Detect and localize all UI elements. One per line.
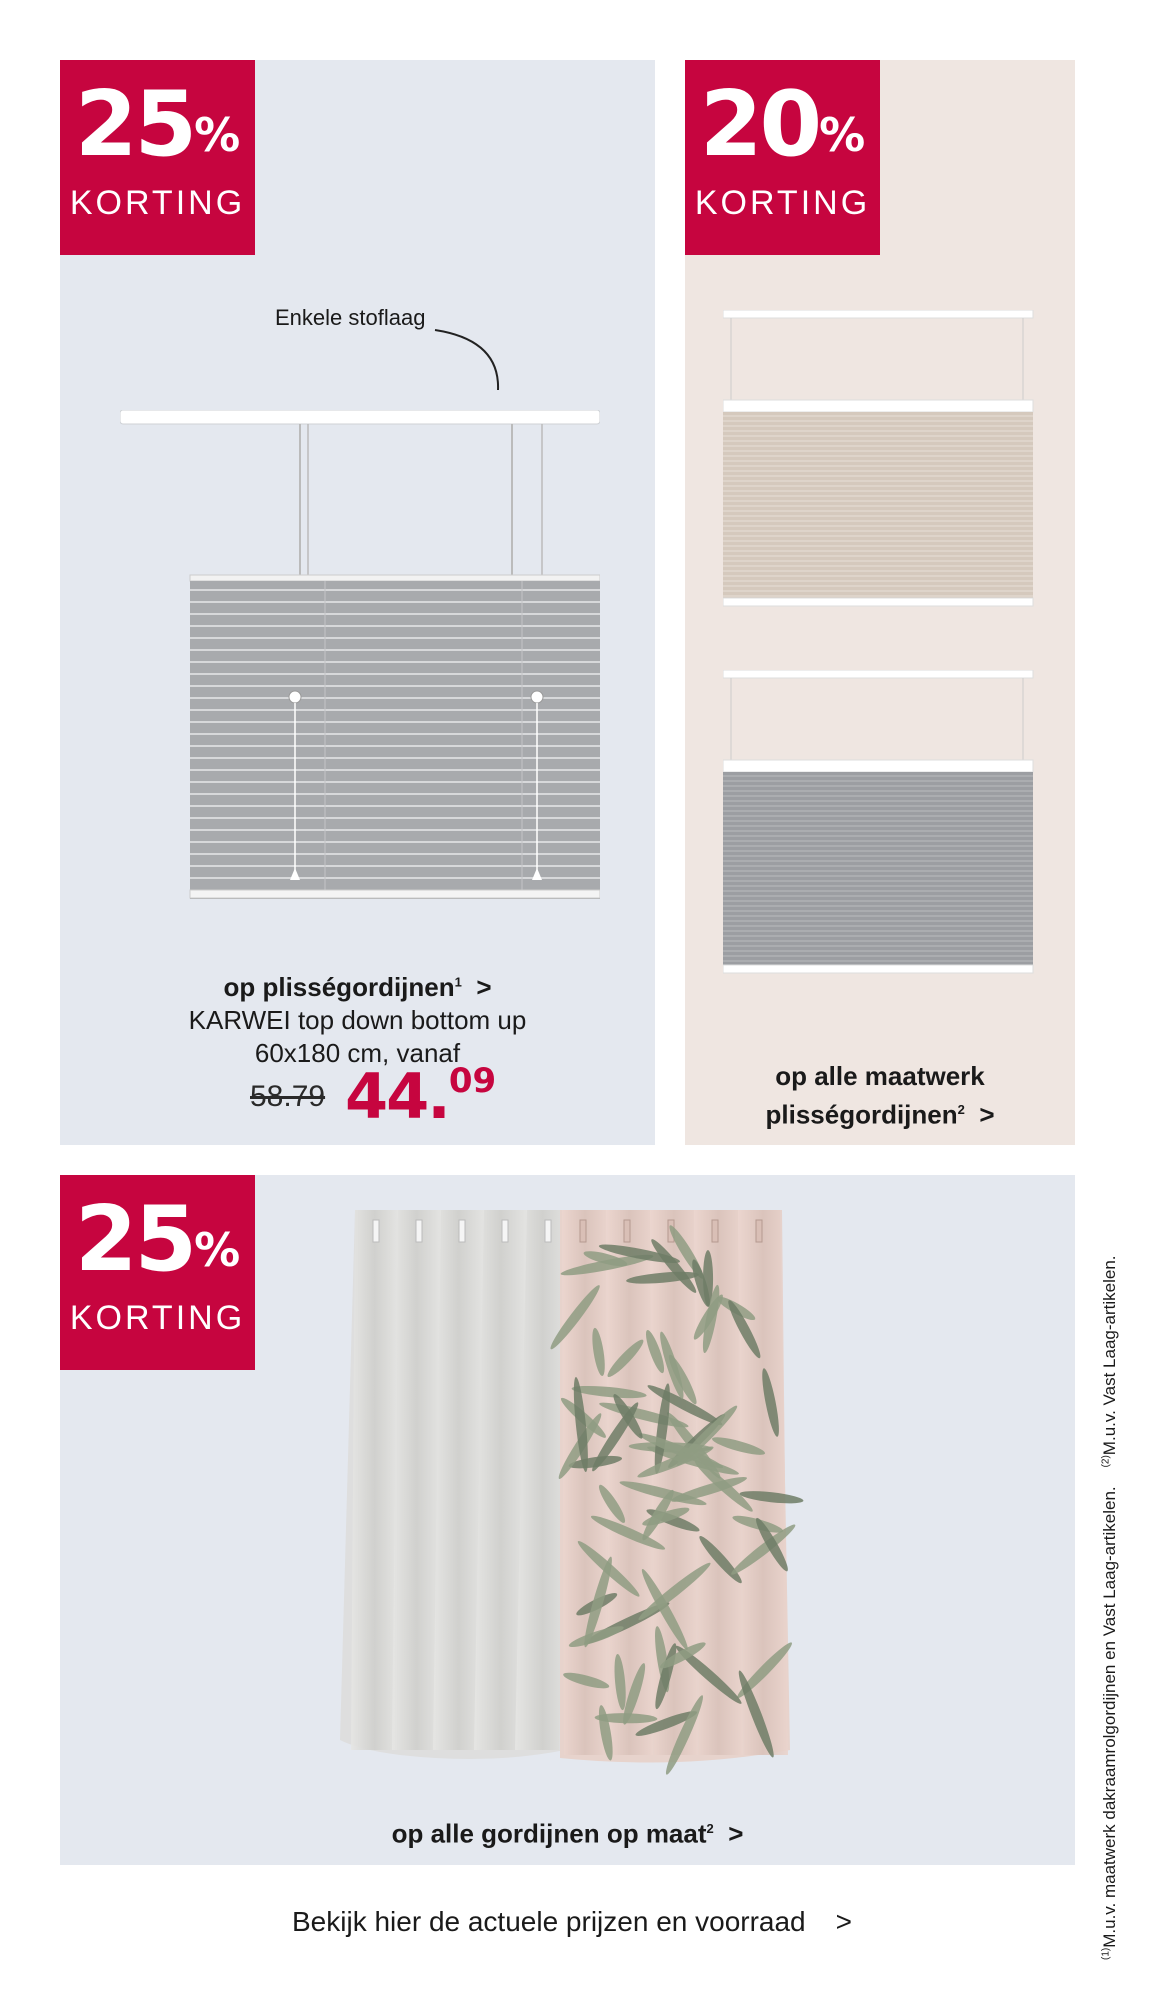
chevron-right-icon: > (728, 1818, 744, 1849)
percent-symbol: % (194, 108, 241, 162)
custom-pleated-caption[interactable] (685, 1060, 1075, 1132)
old-price: 58.79 (250, 1080, 326, 1113)
discount-percent: 20 (699, 72, 820, 177)
percent-symbol: % (194, 1223, 241, 1277)
beige-pleated-blind-image (723, 310, 1043, 610)
footnote-1-text: M.u.v. maatwerk dakraamrolgordijnen en Vast Laag-artikelen. (1100, 1486, 1119, 1948)
footnote-2-text: M.u.v. Vast Laag-artikelen. (1100, 1255, 1119, 1456)
curtains-caption[interactable] (60, 1812, 1075, 1851)
caption-line-2: plisségordijnen (765, 1099, 958, 1130)
discount-label: KORTING (69, 1299, 246, 1337)
new-price-integer: 44. (345, 1060, 449, 1133)
product-size: 60x180 cm, vanaf (254, 1037, 461, 1068)
chevron-right-icon: > (835, 1906, 852, 1937)
view-prices-label: Bekijk hier de actuele prijzen en voorraad (292, 1906, 806, 1937)
discount-badge (685, 60, 880, 255)
custom-pleated-offer-panel[interactable] (685, 60, 1075, 1145)
footnote-1-marker: (1) (1100, 1947, 1112, 1960)
pleated-blind-image (120, 410, 600, 900)
caption-sup: 2 (706, 1821, 714, 1836)
footnote-2-marker: (2) (1100, 1455, 1112, 1468)
curtains-offer-panel[interactable] (60, 1175, 1075, 1865)
grey-pleated-blind-image (723, 670, 1043, 980)
discount-label: KORTING (69, 184, 246, 222)
discount-percent: 25 (74, 1187, 195, 1292)
caption-sup: 2 (957, 1102, 965, 1117)
new-price-cents: 09 (448, 1061, 497, 1101)
discount-badge (60, 1175, 255, 1370)
annotation-label: Enkele stoflaag (275, 305, 426, 330)
footnote (1100, 1120, 1120, 1960)
percent-symbol: % (819, 108, 866, 162)
view-prices-link[interactable] (292, 1906, 852, 1938)
new-price (345, 1060, 496, 1133)
product-caption (60, 965, 655, 1070)
product-title-link[interactable]: op plisségordijnen$^1$ > (223, 971, 492, 1002)
caption-line-1: op alle maatwerk (775, 1061, 985, 1091)
pleated-blind-offer-panel[interactable] (60, 60, 655, 1145)
discount-percent: 25 (74, 72, 195, 177)
chevron-right-icon: > (979, 1099, 995, 1130)
annotation-arrow (430, 320, 520, 400)
product-name: KARWEI top down bottom up (188, 1004, 527, 1035)
discount-label: KORTING (694, 184, 871, 222)
curtains-image (340, 1210, 860, 1775)
caption-text: op alle gordijnen op maat (391, 1818, 707, 1849)
discount-badge (60, 60, 255, 255)
